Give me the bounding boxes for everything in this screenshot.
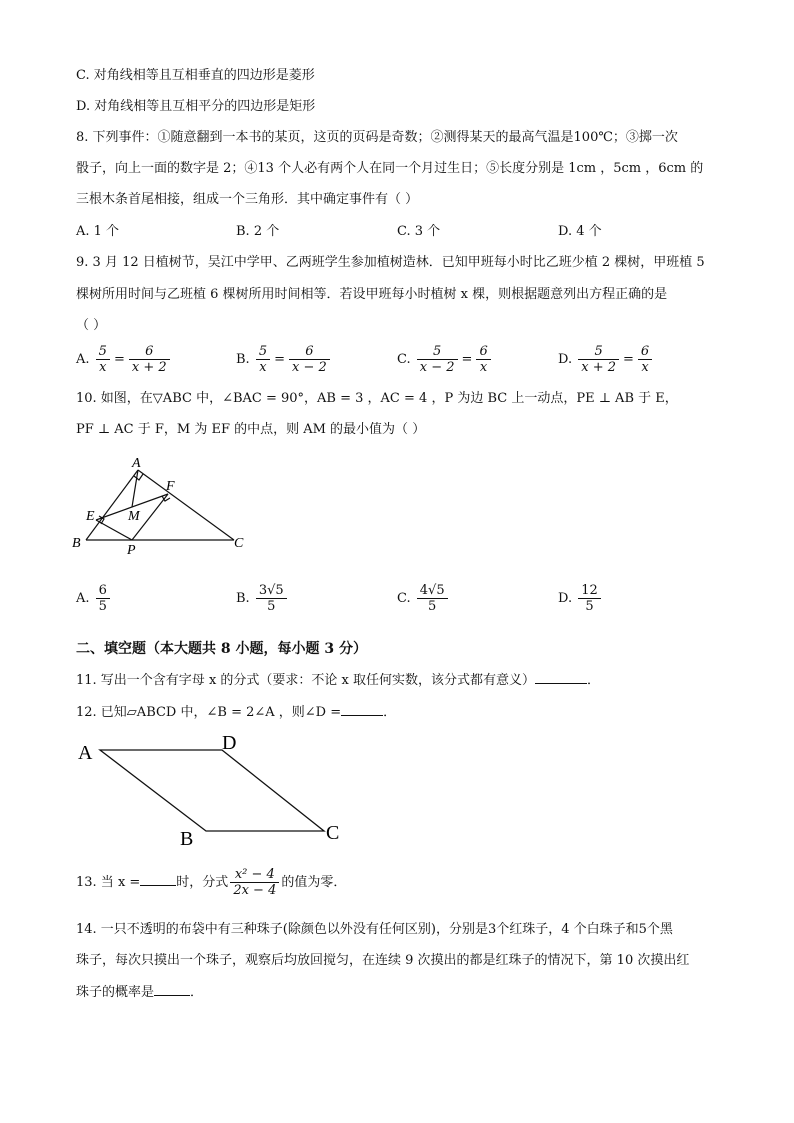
q10-label-f: F [166, 479, 175, 494]
q12-label-a: A [78, 742, 93, 764]
q14-answer-blank[interactable] [154, 995, 190, 996]
q9-option-b: B. $\frac{5}{x}$ = $\frac{6}{x - 2}$ [236, 344, 332, 375]
q10-label-m: M [128, 509, 140, 524]
q8-line3: 三根木条首尾相接，组成一个三角形．其中确定事件有（ ） [76, 192, 419, 207]
q11-answer-blank[interactable] [535, 683, 587, 684]
q10-label-e: E [86, 509, 95, 524]
q8-line2: 骰子，向上一面的数字是 2；④13 个人必有两个人在同一个月过生日；⑤长度分别是 1cm ，5cm ，6cm 的 [76, 161, 704, 176]
q12-parallelogram-figure [70, 728, 360, 853]
q9-option-a: A. $\frac{5}{x}$ = $\frac{6}{x + 2}$ [76, 344, 172, 375]
q10-label-a: A [132, 456, 141, 471]
q10-line2: PF ⊥ AC 于 F，M 为 EF 的中点，则 AM 的最小值为（ ） [76, 422, 426, 437]
q10-option-c: C. $\frac{4√5}{5}$ [397, 583, 450, 614]
q10-label-b: B [72, 536, 81, 551]
q10-label-p: P [127, 543, 136, 558]
q10-line1: 10. 如图，在▽ABC 中，∠BAC = 90°，AB = 3 ，AC = 4 ，P 为边 BC 上一动点，PE ⊥ AB 于 E， [76, 391, 678, 406]
q14-line3: 珠子的概率是 ． [76, 985, 204, 1000]
q14-line1: 14. 一只不透明的布袋中有三种珠子(除颜色以外没有任何区别)，分别是3个红珠子，4 个白珠子和5个黑 [76, 922, 673, 937]
q8-option-a: A. 1 个 [76, 224, 120, 239]
q9-line2: 棵树所用时间与乙班植 6 棵树所用时间相等．若设甲班每小时植树 x 棵，则根据题意列出方程正确的是 [76, 287, 668, 302]
q10-option-d: D. $\frac{12}{5}$ [558, 583, 603, 614]
section-2-title: 二、填空题（本大题共 8 小题，每小题 3 分） [76, 641, 367, 657]
q10-option-b: B. $\frac{3√5}{5}$ [236, 583, 289, 614]
q12-label-b: B [180, 828, 194, 850]
q13-line: 13. 当 x = 时，分式 $\frac{\text{x² − 4}}{2x - 4}$ 的值为零． [76, 867, 347, 898]
q8-option-d: D. 4 个 [558, 224, 602, 239]
q7-option-c: C. 对角线相等且互相垂直的四边形是菱形 [76, 68, 315, 83]
q9-line1: 9. 3 月 12 日植树节，吴江中学甲、乙两班学生参加植树造林．已知甲班每小时比乙班少植 2 棵树，甲班植 5 [76, 255, 705, 270]
q10-option-a: A. $\frac{6}{5}$ [76, 583, 112, 614]
q10-triangle-figure [66, 450, 256, 562]
q12-line: 12. 已知▱ABCD 中，∠B = 2∠A ，则∠D = ． [76, 705, 397, 720]
q11-line: 11. 写出一个含有字母 x 的分式（要求：不论 x 取任何实数，该分式都有意义） ． [76, 673, 601, 688]
q9-option-c: C. $\frac{5}{x - 2}$ = $\frac{6}{x}$ [397, 344, 493, 375]
q14-line2: 珠子，每次只摸出一个珠子，观察后均放回搅匀，在连续 9 次摸出的都是红珠子的情况下，第 10 次摸出红 [76, 953, 690, 968]
q9-line3: （ ） [76, 318, 107, 333]
q8-option-b: B. 2 个 [236, 224, 280, 239]
q13-answer-blank[interactable] [140, 885, 176, 886]
q12-answer-blank[interactable] [341, 715, 383, 716]
q12-label-c: C [326, 822, 340, 844]
q12-label-d: D [222, 732, 237, 754]
q8-option-c: C. 3 个 [397, 224, 441, 239]
q10-label-c: C [234, 536, 244, 551]
q7-option-d: D. 对角线相等且互相平分的四边形是矩形 [76, 99, 316, 114]
q9-option-d: D. $\frac{5}{x + 2}$ = $\frac{6}{x}$ [558, 344, 654, 375]
q8-line1: 8. 下列事件：①随意翻到一本书的某页，这页的页码是奇数；②测得某天的最高气温是100℃；③掷一次 [76, 130, 678, 145]
